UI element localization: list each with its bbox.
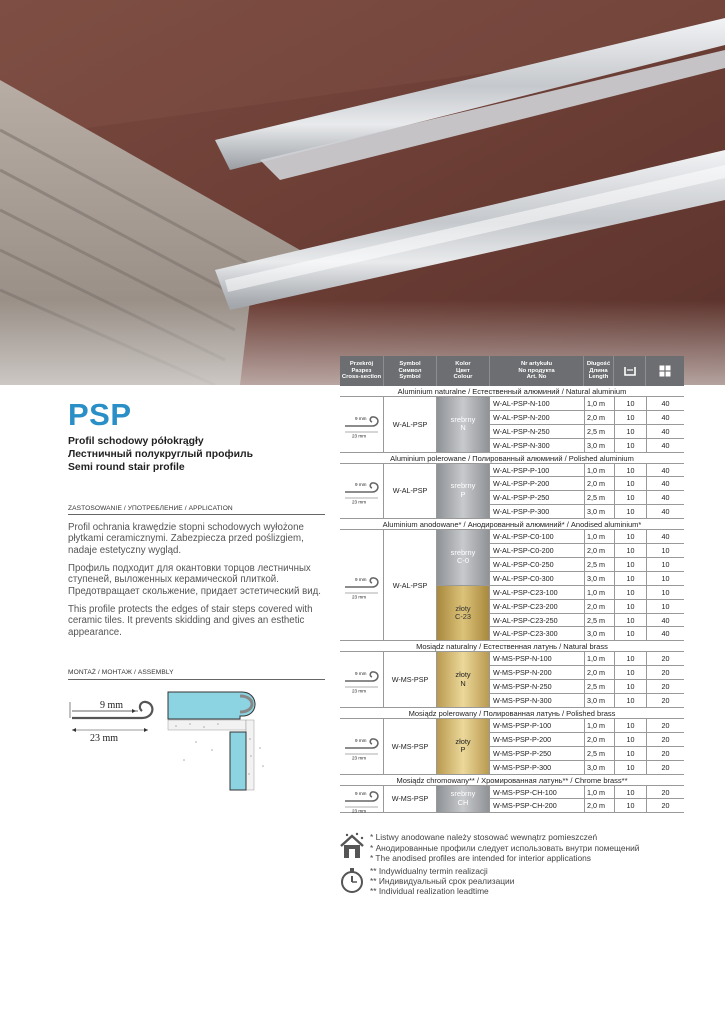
colour-swatch xyxy=(437,652,490,708)
box-qty: 20 xyxy=(646,761,684,775)
article-number: W-MS-PSP-P-300 xyxy=(493,762,552,772)
length-value: 2,5 m xyxy=(584,425,614,438)
article-number: W-AL-PSP-N-250 xyxy=(493,426,550,436)
article-number: W-AL-PSP-C0-100 xyxy=(493,532,554,542)
symbol-cell: W-AL-PSP xyxy=(384,397,437,452)
length-value: 2,5 m xyxy=(584,614,614,627)
box-qty: 20 xyxy=(646,799,684,813)
article-number: W-MS-PSP-N-300 xyxy=(493,696,552,706)
colour-code: P xyxy=(460,745,466,755)
length-value: 2,0 m xyxy=(584,733,614,746)
length-value: 2,5 m xyxy=(584,491,614,504)
colour-swatch xyxy=(437,586,490,642)
symbol-cell: W-AL-PSP xyxy=(384,530,437,640)
article-number: W-AL-PSP-C23-200 xyxy=(493,601,558,611)
table-row xyxy=(490,719,684,733)
indoor-house-icon xyxy=(338,832,366,860)
article-number: W-AL-PSP-P-300 xyxy=(493,507,550,517)
article-number: W-MS-PSP-N-250 xyxy=(493,682,552,692)
assembly-diagram xyxy=(64,684,326,794)
assembly-dim-height: 9 mm xyxy=(100,700,124,711)
colour-code: CH xyxy=(457,797,469,807)
length-value: 1,0 m xyxy=(584,464,614,477)
bundle-qty: 10 xyxy=(614,477,646,490)
table-row xyxy=(490,799,684,813)
application-text-en: This profile protects the edges of stair steps covered with ceramic tiles. It prevents skidding and gives an esthetic appearance. xyxy=(68,604,313,638)
colour-code: P xyxy=(460,489,466,499)
svg-text:23 mm: 23 mm xyxy=(352,688,367,694)
article-number: W-AL-PSP-C0-250 xyxy=(493,559,554,569)
bundle-qty: 10 xyxy=(614,558,646,571)
application-divider xyxy=(68,514,325,515)
application-label: ZASTOSOWANIE / УПОТРЕБЛЕНИЕ / APPLICATION xyxy=(68,505,233,512)
table-row xyxy=(490,397,684,411)
box-qty: 40 xyxy=(646,491,684,504)
article-number: W-AL-PSP-C23-100 xyxy=(493,587,558,597)
article-number: W-AL-PSP-N-100 xyxy=(493,399,550,408)
symbol-cell: W-MS-PSP xyxy=(384,719,437,774)
table-row xyxy=(490,491,684,505)
cross-section-cell xyxy=(340,397,384,452)
bundle-qty: 10 xyxy=(614,464,646,477)
colour-code: C-0 xyxy=(457,556,469,566)
length-value: 3,0 m xyxy=(584,627,614,641)
assembly-divider xyxy=(68,679,325,680)
svg-text:9 mm: 9 mm xyxy=(355,576,367,582)
assembly-step-drawing xyxy=(168,692,264,790)
bundle-qty: 10 xyxy=(614,425,646,438)
length-value: 2,5 m xyxy=(584,558,614,571)
article-number: W-MS-PSP-N-200 xyxy=(493,668,552,678)
article-number: W-AL-PSP-N-200 xyxy=(493,412,550,422)
article-number: W-MS-PSP-N-100 xyxy=(493,654,552,664)
colour-name: srebrny xyxy=(450,481,476,491)
article-number: W-AL-PSP-P-250 xyxy=(493,493,550,503)
note-leadtime-ru: ** Индивидуальный срок реализации xyxy=(370,876,515,886)
table-row xyxy=(490,761,684,775)
table-body xyxy=(340,386,684,813)
bundle-qty: 10 xyxy=(614,586,646,599)
svg-text:9 mm: 9 mm xyxy=(355,737,367,743)
bundle-qty: 10 xyxy=(614,719,646,732)
colour-name: złoty xyxy=(455,736,471,746)
article-number: W-MS-PSP-CH-200 xyxy=(493,801,557,811)
assembly-label: MONTAŻ / МОНТАЖ / ASSEMBLY xyxy=(68,669,174,676)
length-value: 2,0 m xyxy=(584,544,614,557)
box-qty: 40 xyxy=(646,614,684,627)
bundle-qty: 10 xyxy=(614,600,646,613)
colour-swatch xyxy=(437,719,490,775)
bundle-qty: 10 xyxy=(614,505,646,519)
bundle-qty: 10 xyxy=(614,491,646,504)
box-qty: 40 xyxy=(646,505,684,519)
bundle-qty: 10 xyxy=(614,544,646,557)
box-qty: 20 xyxy=(646,652,684,665)
table-row xyxy=(490,464,684,478)
application-text-pl: Profil ochrania krawędzie stopni schodowych wyłożone płytkami ceramicznymi. Zabezpiecza przed poślizgiem, nadaje estetyczny wygląd. xyxy=(68,522,304,556)
note-leadtime-en: ** Individual realization leadtime xyxy=(370,886,489,896)
length-value: 3,0 m xyxy=(584,572,614,585)
group-title: Aluminium naturalne / Естественный алюминий / Natural aluminium xyxy=(340,386,684,397)
group-body xyxy=(340,719,684,775)
table-row xyxy=(490,586,684,600)
box-qty: 10 xyxy=(646,544,684,557)
length-value: 2,0 m xyxy=(584,666,614,679)
article-number: W-AL-PSP-P-200 xyxy=(493,479,550,489)
length-value: 1,0 m xyxy=(584,719,614,732)
svg-text:23 mm: 23 mm xyxy=(352,808,367,814)
box-qty: 20 xyxy=(646,747,684,760)
article-number: W-MS-PSP-CH-100 xyxy=(493,787,557,797)
note-anodised-pl: * Listwy anodowane należy stosować wewnątrz pomieszczeń xyxy=(370,832,598,842)
article-number: W-AL-PSP-C0-300 xyxy=(493,573,554,583)
header-symbol: Symbol Символ Symbol xyxy=(384,356,437,386)
cross-section-drawing xyxy=(342,786,382,814)
table-row xyxy=(490,666,684,680)
article-number: W-MS-PSP-P-250 xyxy=(493,748,552,758)
article-number: W-AL-PSP-P-100 xyxy=(493,465,550,475)
article-number: W-AL-PSP-C0-200 xyxy=(493,546,554,556)
table-row xyxy=(490,544,684,558)
header-colour: Kolor Цвет Colour xyxy=(437,356,490,386)
table-row xyxy=(490,733,684,747)
colour-swatch xyxy=(437,397,490,453)
length-value: 2,0 m xyxy=(584,600,614,613)
table-row xyxy=(490,439,684,453)
table-row xyxy=(490,530,684,544)
note-anodised-en: * The anodised profiles are intended for interior applications xyxy=(370,853,591,863)
svg-text:9 mm: 9 mm xyxy=(355,671,367,677)
assembly-dim-width: 23 mm xyxy=(90,733,119,744)
bundle-icon xyxy=(614,356,646,386)
bundle-qty: 10 xyxy=(614,747,646,760)
colour-swatch xyxy=(437,530,490,586)
bundle-qty: 10 xyxy=(614,652,646,665)
length-value: 2,0 m xyxy=(584,411,614,424)
cross-section-cell xyxy=(340,719,384,774)
length-value: 3,0 m xyxy=(584,439,614,453)
box-qty: 20 xyxy=(646,666,684,679)
box-qty: 40 xyxy=(646,439,684,453)
box-qty: 10 xyxy=(646,558,684,571)
length-value: 3,0 m xyxy=(584,761,614,775)
product-title: PSP xyxy=(68,397,132,432)
group-body xyxy=(340,397,684,453)
svg-text:23 mm: 23 mm xyxy=(352,499,367,505)
length-value: 1,0 m xyxy=(584,652,614,665)
group-title: Aluminium polerowane / Полированный алюминий / Polished aluminium xyxy=(340,453,684,464)
box-qty: 40 xyxy=(646,627,684,641)
table-row xyxy=(490,786,684,800)
box-icon xyxy=(646,356,684,386)
bundle-qty: 10 xyxy=(614,439,646,453)
application-text-ru: Профиль подходит для окантовки торцов лестничных ступеней, выложенных керамической плиткой. Предотвращает скольжение, придает эстетический вид. xyxy=(68,563,321,597)
product-table xyxy=(340,356,684,813)
box-qty: 20 xyxy=(646,694,684,708)
cross-section-drawing xyxy=(342,733,382,761)
colour-code: N xyxy=(460,423,466,433)
length-value: 2,5 m xyxy=(584,747,614,760)
colour-name: srebrny xyxy=(450,414,476,424)
box-qty: 10 xyxy=(646,586,684,599)
colour-name: złoty xyxy=(455,603,471,613)
group-title: Mosiądz naturalny / Естественная латунь / Natural brass xyxy=(340,641,684,652)
bundle-qty: 10 xyxy=(614,411,646,424)
subtitle-en: Semi round stair profile xyxy=(68,462,185,473)
colour-name: złoty xyxy=(455,670,471,680)
subtitle-ru: Лестничный полукруглый профиль xyxy=(68,449,253,460)
box-qty: 10 xyxy=(646,600,684,613)
length-value: 1,0 m xyxy=(584,586,614,599)
box-qty: 40 xyxy=(646,477,684,490)
article-number: W-AL-PSP-C23-300 xyxy=(493,629,558,639)
bundle-qty: 10 xyxy=(614,397,646,410)
svg-text:9 mm: 9 mm xyxy=(355,482,367,488)
bundle-qty: 10 xyxy=(614,627,646,641)
bundle-qty: 10 xyxy=(614,572,646,585)
note-leadtime-pl: ** Indywidualny termin realizacji xyxy=(370,866,488,876)
table-row xyxy=(490,614,684,628)
table-row xyxy=(490,694,684,708)
cross-section-drawing xyxy=(342,666,382,694)
colour-swatch xyxy=(437,786,490,814)
length-value: 2,0 m xyxy=(584,477,614,490)
table-row xyxy=(490,627,684,641)
hero-photo xyxy=(0,0,725,385)
group-title: Mosiądz chromowany** / Хромированная латунь** / Chrome brass** xyxy=(340,775,684,786)
table-row xyxy=(490,600,684,614)
box-qty: 20 xyxy=(646,733,684,746)
box-qty: 20 xyxy=(646,786,684,799)
svg-text:9 mm: 9 mm xyxy=(355,790,367,796)
bundle-qty: 10 xyxy=(614,614,646,627)
cross-section-cell xyxy=(340,530,384,640)
article-number: W-AL-PSP-C23-250 xyxy=(493,615,558,625)
table-row xyxy=(490,425,684,439)
table-row xyxy=(490,572,684,586)
box-qty: 40 xyxy=(646,397,684,410)
table-row xyxy=(490,680,684,694)
box-qty: 20 xyxy=(646,680,684,693)
colour-name: srebrny xyxy=(450,547,476,557)
length-value: 1,0 m xyxy=(584,786,614,799)
length-value: 2,0 m xyxy=(584,799,614,813)
box-qty: 40 xyxy=(646,464,684,477)
bundle-qty: 10 xyxy=(614,761,646,775)
group-body xyxy=(340,464,684,520)
cross-section-cell xyxy=(340,652,384,707)
header-article: Nr artykułu No продукта Art. No xyxy=(490,356,584,386)
bundle-qty: 10 xyxy=(614,680,646,693)
svg-text:23 mm: 23 mm xyxy=(352,755,367,761)
subtitle-pl: Profil schodowy półokrągły xyxy=(68,436,204,447)
bundle-qty: 10 xyxy=(614,799,646,813)
cross-section-drawing xyxy=(342,477,382,505)
table-row xyxy=(490,558,684,572)
article-number: W-AL-PSP-N-300 xyxy=(493,440,550,450)
bundle-qty: 10 xyxy=(614,694,646,708)
length-value: 1,0 m xyxy=(584,530,614,543)
group-body xyxy=(340,530,684,641)
table-row xyxy=(490,411,684,425)
table-row xyxy=(490,477,684,491)
header-length: Długość Длина Length xyxy=(584,356,614,386)
length-value: 2,5 m xyxy=(584,680,614,693)
group-body xyxy=(340,786,684,814)
table-row xyxy=(490,505,684,519)
symbol-cell: W-AL-PSP xyxy=(384,464,437,519)
box-qty: 10 xyxy=(646,572,684,585)
cross-section-cell xyxy=(340,464,384,519)
cross-section-drawing xyxy=(342,411,382,439)
colour-name: srebrny xyxy=(450,789,476,799)
length-value: 1,0 m xyxy=(584,397,614,410)
colour-code: N xyxy=(460,678,466,688)
article-number: W-MS-PSP-P-200 xyxy=(493,734,552,744)
article-number: W-MS-PSP-P-100 xyxy=(493,720,552,730)
box-qty: 40 xyxy=(646,411,684,424)
stopwatch-icon xyxy=(338,866,366,894)
bundle-qty: 10 xyxy=(614,786,646,799)
cross-section-cell xyxy=(340,786,384,813)
box-qty: 40 xyxy=(646,425,684,438)
group-title: Aluminium anodowane* / Анодированный алюминий* / Anodised aluminium* xyxy=(340,519,684,530)
cross-section-drawing xyxy=(342,572,382,600)
note-anodised-ru: * Анодированные профили следует использовать внутри помещений xyxy=(370,843,640,853)
symbol-cell: W-MS-PSP xyxy=(384,786,437,813)
box-qty: 20 xyxy=(646,719,684,732)
bundle-qty: 10 xyxy=(614,530,646,543)
bundle-qty: 10 xyxy=(614,666,646,679)
assembly-profile-drawing xyxy=(70,700,152,744)
box-qty: 40 xyxy=(646,530,684,543)
header-cross-section: Przekrój Разрез Cross-section xyxy=(340,356,384,386)
group-title: Mosiądz polerowany / Полированная латунь / Polished brass xyxy=(340,708,684,719)
table-row xyxy=(490,747,684,761)
table-header xyxy=(340,356,684,386)
symbol-cell: W-MS-PSP xyxy=(384,652,437,707)
colour-code: C-23 xyxy=(454,612,472,622)
length-value: 3,0 m xyxy=(584,505,614,519)
svg-text:9 mm: 9 mm xyxy=(355,415,367,421)
svg-text:23 mm: 23 mm xyxy=(352,594,367,600)
table-row xyxy=(490,652,684,666)
bundle-qty: 10 xyxy=(614,733,646,746)
colour-swatch xyxy=(437,464,490,520)
length-value: 3,0 m xyxy=(584,694,614,708)
svg-text:23 mm: 23 mm xyxy=(352,433,367,439)
group-body xyxy=(340,652,684,708)
